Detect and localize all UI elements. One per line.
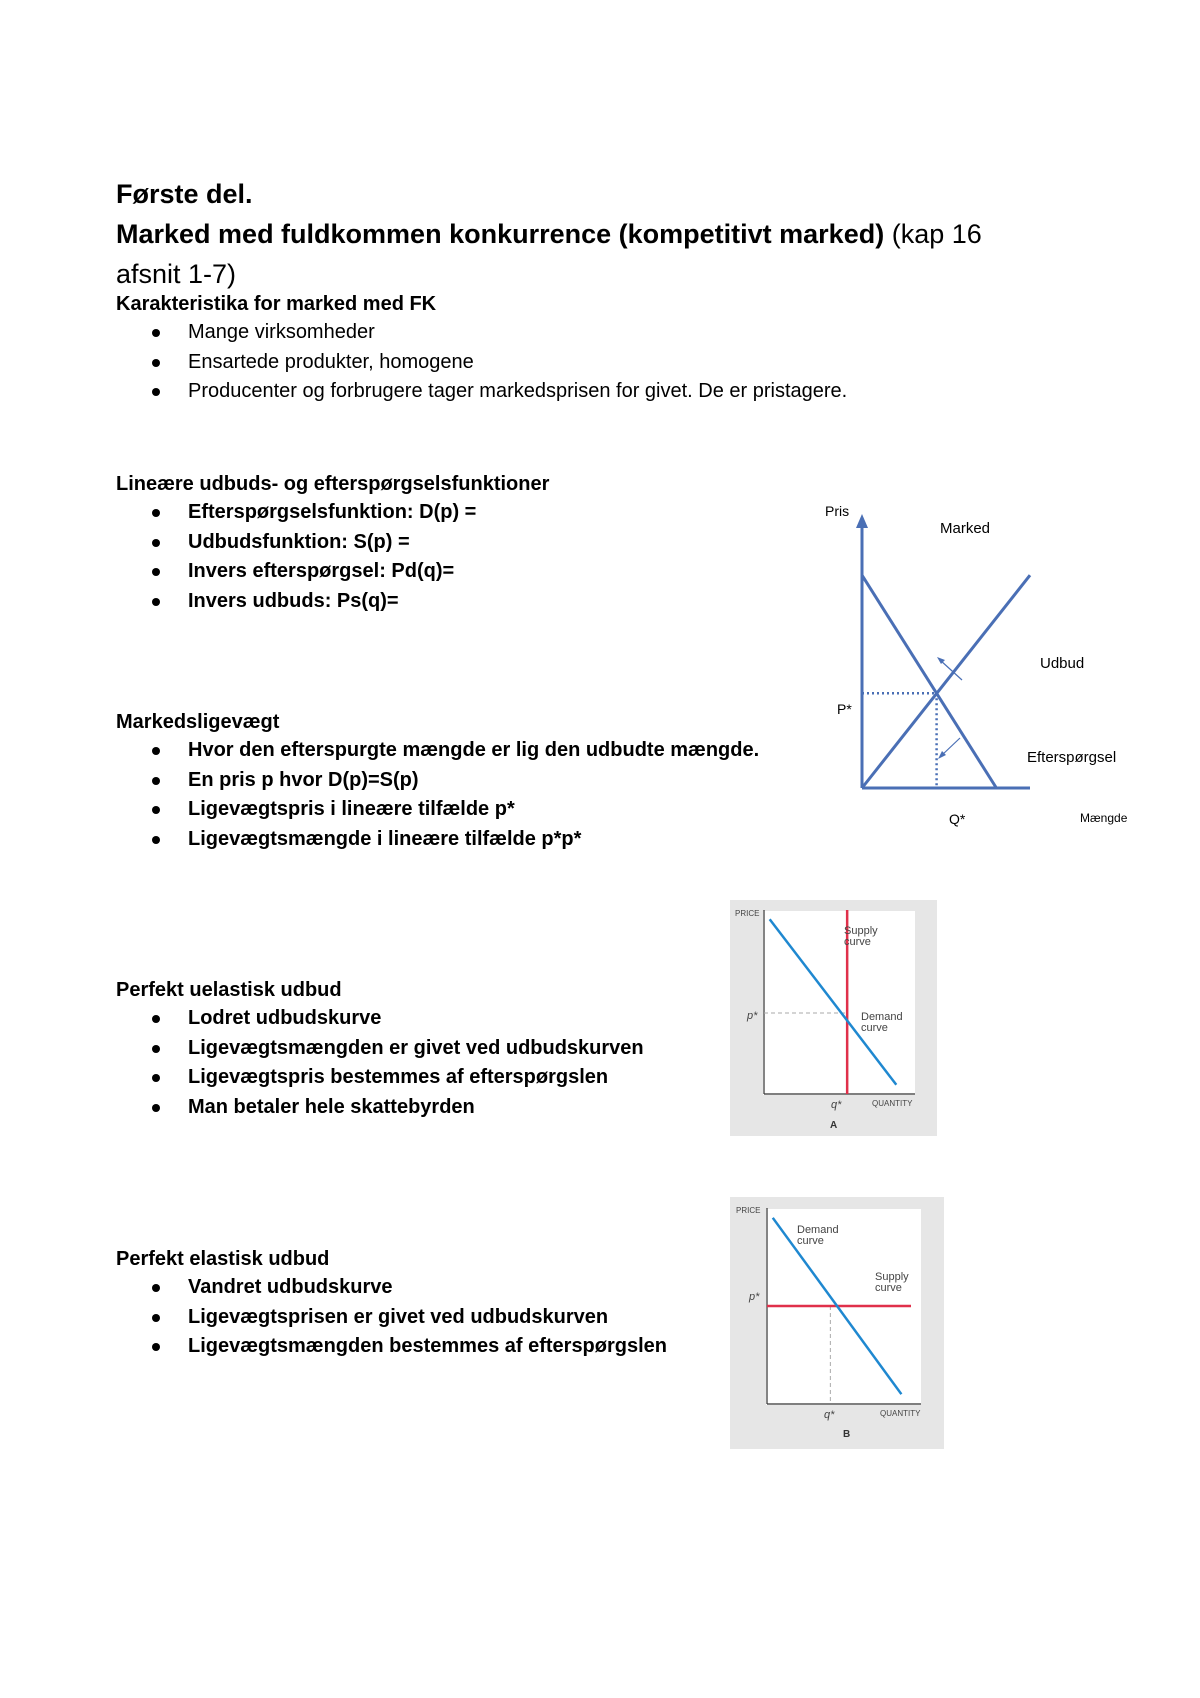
market-q-star: Q* (949, 811, 966, 827)
elastic-chart-panel (730, 1197, 944, 1449)
elastic-panel-label: B (843, 1429, 851, 1440)
list-item: Ensartede produkter, homogene (116, 348, 847, 378)
inelastic-demand-label: Demand curve (861, 1011, 903, 1034)
list-item: Ligevægtsmængden bestemmes af efterspørgslen (116, 1332, 667, 1362)
elastic-supply-label: Supply curve (875, 1271, 909, 1294)
page-title-text: Marked med fuldkommen konkurrence (kompetitivt marked) (116, 219, 885, 249)
section-characteristics-heading: Karakteristika for marked med FK (116, 293, 437, 315)
page-title-suffix: (kap 16 (891, 219, 982, 249)
market-supply-label: Udbud (1040, 655, 1085, 672)
section-elastic-heading: Perfekt elastisk udbud (116, 1248, 330, 1270)
inelastic-q-star: q* (831, 1099, 842, 1111)
list-item: Ligevægtspris i lineære tilfælde p* (116, 795, 759, 825)
inelastic-p-star: p* (747, 1010, 758, 1022)
list-item: Udbudsfunktion: S(p) = (116, 528, 549, 558)
elastic-q-star: q* (824, 1409, 835, 1421)
section-equilibrium-heading: Markedsligevægt (116, 711, 280, 733)
inelastic-chart-panel (730, 900, 937, 1136)
elastic-demand-label: Demand curve (797, 1224, 839, 1247)
market-chart (815, 500, 1145, 840)
list-item: Ligevægtsprisen er givet ved udbudskurven (116, 1303, 667, 1333)
inelastic-chart (730, 900, 937, 1136)
inelastic-xlabel: QUANTITY (872, 1099, 913, 1108)
list-item: Vandret udbudskurve (116, 1273, 667, 1303)
market-supply-line (862, 575, 1030, 788)
list-item: Ligevægtspris bestemmes af efterspørgslen (116, 1063, 644, 1093)
inelastic-panel-label: A (830, 1120, 838, 1131)
list-item: Man betaler hele skattebyrden (116, 1093, 644, 1123)
section-characteristics (116, 290, 847, 407)
market-y-axis-arrow (856, 514, 868, 528)
section-elastic (116, 1245, 667, 1362)
inelastic-supply-label: Supply curve (844, 925, 878, 948)
market-demand-line (862, 575, 996, 788)
list-item: En pris p hvor D(p)=S(p) (116, 766, 759, 796)
section-inelastic-heading: Perfekt uelastisk udbud (116, 979, 342, 1001)
characteristics-list (116, 318, 847, 407)
linear-list (116, 498, 549, 616)
list-item: Ligevægtsmængde i lineære tilfælde p*p* (116, 825, 759, 855)
elastic-chart (730, 1197, 944, 1449)
market-xlabel: Mængde (1080, 811, 1128, 825)
market-p-star: P* (837, 701, 852, 717)
list-item: Producenter og forbrugere tager markedsprisen for givet. De er pristagere. (116, 377, 847, 407)
elastic-xlabel: QUANTITY (880, 1409, 921, 1418)
list-item: Invers udbuds: Ps(q)= (116, 587, 549, 617)
page-subtitle: afsnit 1-7) (116, 259, 237, 289)
market-demand-label: Efterspørgsel (1027, 749, 1117, 766)
list-item: Ligevægtsmængden er givet ved udbudskurven (116, 1034, 644, 1064)
market-ylabel: Pris (825, 503, 850, 519)
part-heading-text: Første del. (116, 179, 253, 209)
inelastic-list (116, 1004, 644, 1122)
elastic-list (116, 1273, 667, 1362)
page-title (116, 214, 982, 254)
list-item: Hvor den efterspurgte mængde er lig den udbudte mængde. (116, 736, 759, 766)
section-equilibrium (116, 708, 759, 854)
section-linear-heading: Lineære udbuds- og efterspørgselsfunktioner (116, 473, 550, 495)
list-item: Invers efterspørgsel: Pd(q)= (116, 557, 549, 587)
section-linear (116, 470, 549, 616)
section-inelastic (116, 976, 644, 1122)
list-item: Efterspørgselsfunktion: D(p) = (116, 498, 549, 528)
elastic-ylabel: PRICE (736, 1206, 761, 1215)
market-title: Marked (940, 520, 991, 537)
list-item: Lodret udbudskurve (116, 1004, 644, 1034)
elastic-p-star: p* (749, 1291, 760, 1303)
inelastic-ylabel: PRICE (735, 909, 760, 918)
list-item: Mange virksomheder (116, 318, 847, 348)
part-heading (116, 174, 253, 214)
equilibrium-list (116, 736, 759, 854)
